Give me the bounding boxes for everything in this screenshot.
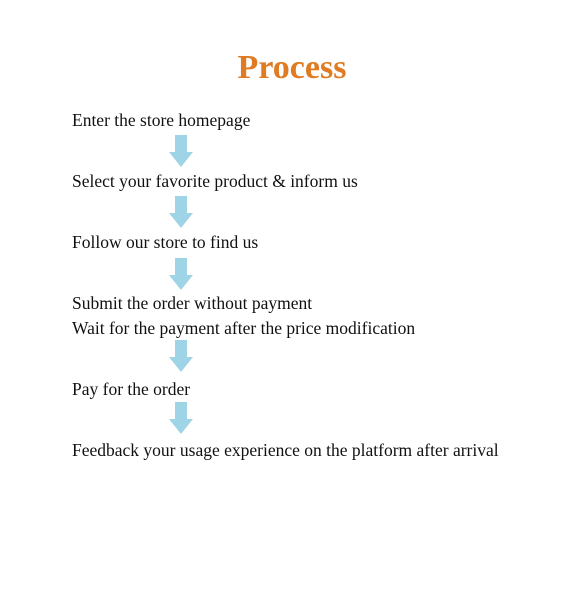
step-pay-order: Pay for the order	[72, 379, 191, 399]
page-title: Process	[237, 49, 347, 86]
down-arrow-icon	[169, 135, 193, 167]
down-arrow-icon	[169, 196, 193, 228]
step-follow-store: Follow our store to find us	[72, 232, 259, 252]
down-arrow-icon	[169, 402, 193, 434]
step-select-product: Select your favorite product & inform us	[72, 171, 358, 191]
down-arrow-icon	[169, 258, 193, 290]
step-feedback: Feedback your usage experience on the platform after arrival	[72, 440, 499, 460]
step-enter-homepage: Enter the store homepage	[72, 110, 251, 130]
step-wait-payment: Wait for the payment after the price modification	[72, 318, 416, 338]
down-arrow-icon	[169, 340, 193, 372]
step-submit-order: Submit the order without payment	[72, 293, 313, 313]
